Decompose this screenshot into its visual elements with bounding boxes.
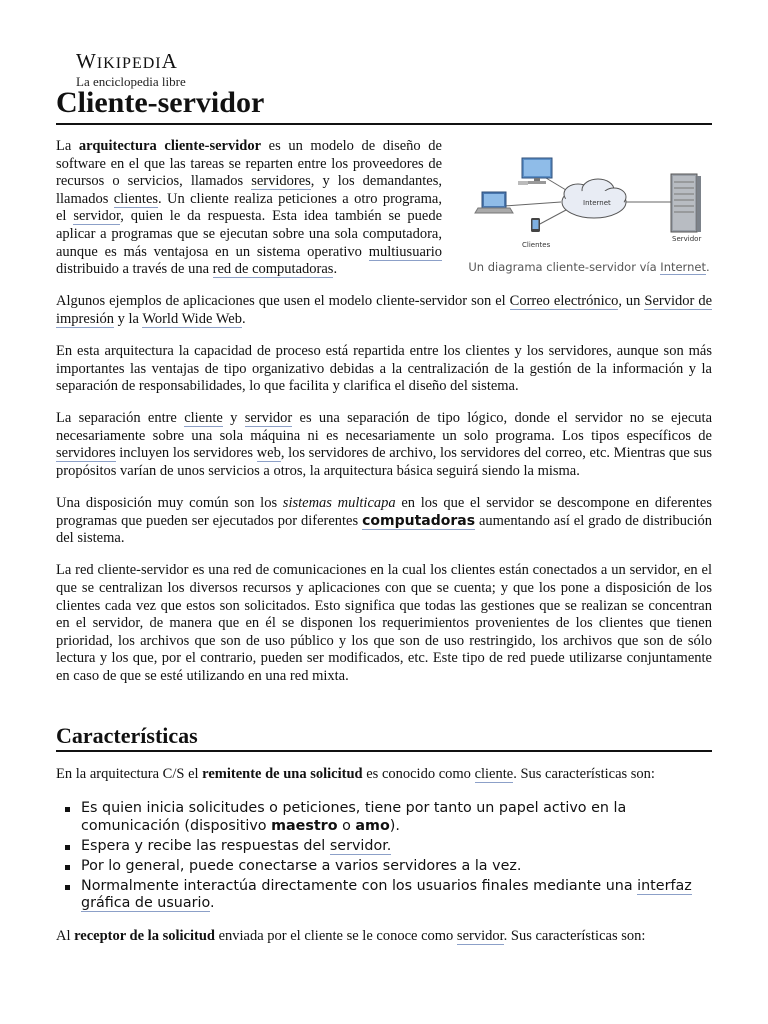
server-intro: Al receptor de la solicitud enviada por el cliente se le conoce como servidor. Sus características son: xyxy=(56,928,646,944)
intro-paragraph: La arquitectura cliente-servidor es un modelo de diseño de software en el que las tareas se reparten entre los proveedores de recursos o servicios, llamados servidores, y los demandantes, llamados clientes. Un cliente realiza peticiones a otro programa, el servidor, quien le da respuesta. Esta idea también se puede aplicar a programas que se ejecutan sobre una sola computadora, aunque es más ventajosa en un sistema operativo multiusuario distribuido a través de una red de computadoras. xyxy=(56,138,443,278)
separation-paragraph: La separación entre cliente y servidor es una separación de tipo lógico, donde el servidor no se ejecuta necesariamente sobre una sola máquina ni es necesariamente un solo programa. Los tipos específicos de servidores incluyen los servidores web, los servidores de archivo, los servidores del correo, etc. Mientras que sus propósitos varían de unos servicios a otros, la arquitectura básica seguirá siendo la misma. xyxy=(56,410,713,479)
figure-caption: Un diagrama cliente-servidor vía Internet. xyxy=(468,260,710,274)
link-web[interactable]: web xyxy=(256,445,281,462)
client-intro: En la arquitectura C/S el remitente de una solicitud es conocido como cliente. Sus características son: xyxy=(56,766,655,782)
article-body xyxy=(56,138,712,700)
examples-paragraph: Algunos ejemplos de aplicaciones que usen el modelo cliente-servidor son el Correo electrónico, un Servidor de impresión y la World Wide Web. xyxy=(56,293,713,327)
page-title: Cliente-servidor xyxy=(56,86,265,119)
link-correo-electronico[interactable]: Correo electrónico xyxy=(509,293,619,310)
link-cliente-2[interactable]: cliente xyxy=(474,766,514,782)
link-servidores-2[interactable]: servidores xyxy=(56,445,116,462)
cloud-label: Internet xyxy=(583,199,611,207)
title-divider xyxy=(56,123,712,125)
client-features-list xyxy=(58,800,712,916)
list-item: Por lo general, puede conectarse a varios servidores a la vez. xyxy=(58,858,712,876)
wikipedia-wordmark: WIKIPEDIA xyxy=(76,49,178,73)
list-item: Normalmente interactúa directamente con los usuarios finales mediante una interfaz gráfica de usuario. xyxy=(58,878,712,913)
section-divider xyxy=(56,750,712,752)
network-paragraph: La red cliente-servidor es una red de comunicaciones en la cual los clientes están conectados a un servidor, en el que se centralizan los diversos recursos y aplicaciones con que se cuenta; y que los pone a disposición de los clientes cada vez que estos son solicitados. Esto significa que todas las gestiones que se realizan se concentran en el servidor, de manera que en él se disponen los requerimientos provenientes de los clientes que tienen prioridad, los archivos que son de uso público y los que son de uso restringido, los archivos que son de sólo lectura y los que, por el contrario, pueden ser modificados, etc. Este tipo de red puede utilizarse conjuntamente en caso de que se esté utilizando en una red mixta. xyxy=(56,562,712,684)
processing-paragraph: En esta arquitectura la capacidad de proceso está repartida entre los clientes y los servidores, aunque son más importantes las ventajas de tipo organizativo debidas a la centralización de la gestión de la información y la separación de responsabilidades, lo que facilita y clarifica el diseño del sistema. xyxy=(56,342,712,395)
link-world-wide-web[interactable]: World Wide Web xyxy=(142,310,242,327)
link-servidor-2[interactable]: servidor xyxy=(244,410,293,427)
link-servidor-4[interactable]: servidor xyxy=(456,928,504,944)
wikipedia-tagline: La enciclopedia libre xyxy=(76,74,186,89)
link-internet[interactable]: Internet xyxy=(660,260,706,274)
link-servidor[interactable]: servidor xyxy=(73,208,121,225)
link-interfaz-grafica[interactable]: interfaz gráfica de usuario xyxy=(81,877,692,912)
section-heading-caracteristicas: Características xyxy=(56,723,198,748)
list-item: Espera y recibe las respuestas del servidor. xyxy=(58,838,712,856)
link-servidor-de-impresion[interactable]: Servidor de impresión xyxy=(56,293,713,327)
link-servidor-3[interactable]: servidor. xyxy=(329,837,392,854)
link-clientes[interactable]: clientes xyxy=(113,190,159,207)
multitier-paragraph: Una disposición muy común son los sistemas multicapa en los que el servidor se descompone en diferentes programas que pueden ser ejecutados por diferentes computadoras aumentando así el grado de distribución del sistema. xyxy=(56,495,712,547)
server-label: Servidor xyxy=(672,235,702,243)
link-computadoras[interactable]: computadoras xyxy=(362,512,476,529)
link-red-de-computadoras[interactable]: red de computadoras xyxy=(212,261,334,278)
link-servidores[interactable]: servidores xyxy=(251,173,311,190)
link-cliente[interactable]: cliente xyxy=(184,410,223,427)
link-multiusuario[interactable]: multiusuario xyxy=(368,243,442,260)
clients-label: Clientes xyxy=(522,241,551,249)
list-item: Es quien inicia solicitudes o peticiones, tiene por tanto un papel activo en la comunicación (dispositivo maestro o amo). xyxy=(58,800,712,835)
